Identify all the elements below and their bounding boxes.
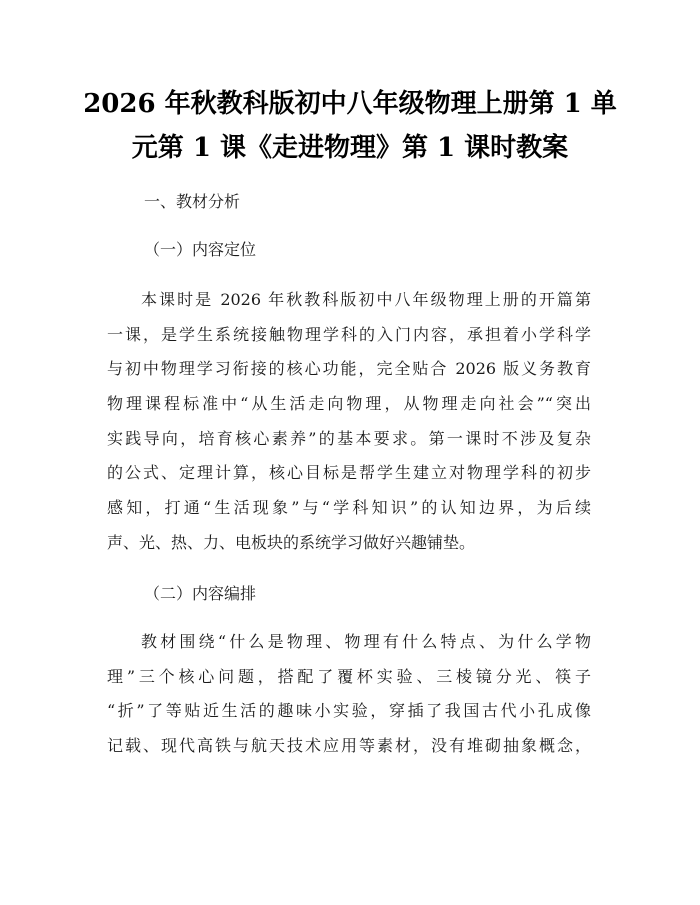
section-heading-textbook-analysis: 一、教材分析 [144,192,241,211]
paragraph-line: 记载、现代高铁与航天技术应用等素材，没有堆砌抽象概念， [107,736,591,756]
document-title-line-1: 2026 年秋教科版初中八年级物理上册第 1 单 [83,89,617,119]
paragraph-line: 理”三个核心问题，搭配了覆杯实验、三棱镜分光、筷子 [107,666,591,686]
paragraph-line: 实践导向，培育核心素养”的基本要求。第一课时不涉及复杂 [107,428,591,448]
paragraph-line: 一课，是学生系统接触物理学科的入门内容，承担着小学科学 [107,324,591,344]
paragraph-content-positioning [107,288,591,566]
paragraph-line: 与初中物理学习衔接的核心功能，完全贴合 2026 版义务教育 [107,359,591,379]
paragraph-line: 声、光、热、力、电板块的系统学习做好兴趣铺垫。 [107,532,476,552]
paragraph-content-arrangement [107,630,591,769]
paragraph-line: 教材围绕“什么是物理、物理有什么特点、为什么学物 [141,632,591,651]
paragraph-line: 物理课程标准中“从生活走向物理，从物理走向社会”“突出 [107,394,591,414]
paragraph-line: “折”了等贴近生活的趣味小实验，穿插了我国古代小孔成像 [107,701,591,721]
document-title-line-2: 元第 1 课《走进物理》第 1 课时教案 [131,133,569,163]
subsection-heading-content-arrangement: （二）内容编排 [144,584,257,603]
paragraph-line: 的公式、定理计算，核心目标是帮学生建立对物理学科的初步 [107,463,591,483]
subsection-heading-content-positioning: （一）内容定位 [144,240,257,259]
paragraph-line: 本课时是 2026 年秋教科版初中八年级物理上册的开篇第 [141,290,591,309]
paragraph-line: 感知，打通“生活现象”与“学科知识”的认知边界，为后续 [107,498,591,518]
